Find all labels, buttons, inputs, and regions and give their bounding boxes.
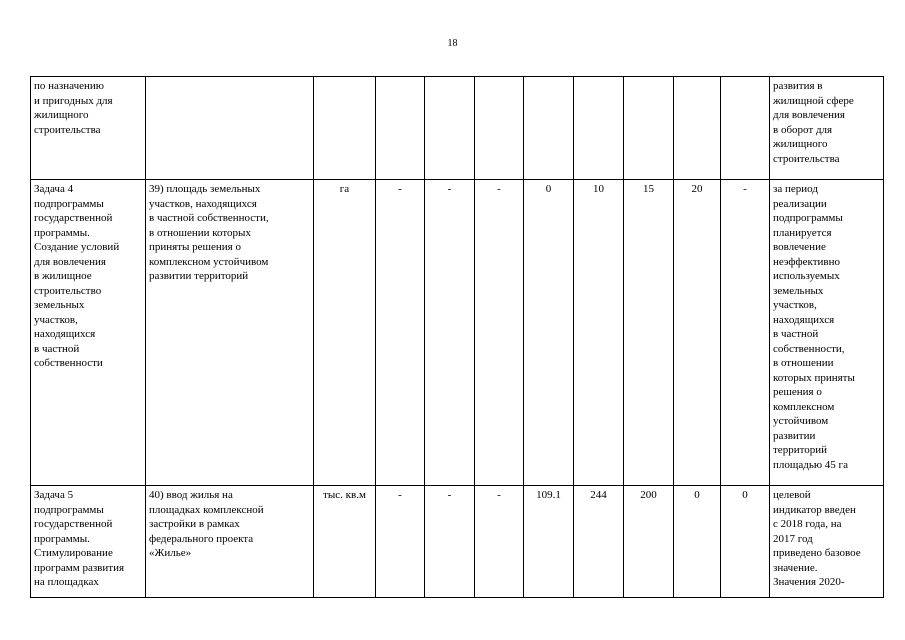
value-cell: 200 [624, 486, 674, 598]
note-cell-line: в отношении [773, 357, 834, 369]
value-cell: - [376, 486, 425, 598]
note-cell-line: используемых [773, 270, 840, 282]
note-cell-line: строительства [773, 152, 840, 165]
value-cell: - [376, 180, 425, 486]
note-cell-line: земельных [773, 284, 824, 297]
note-cell-line: комплексном [773, 400, 835, 413]
note-cell-line: значение. [773, 561, 818, 574]
task-cell-line: государственной [34, 518, 113, 530]
note-cell [770, 486, 884, 598]
table-row [31, 180, 884, 486]
value-cell: - [425, 486, 475, 598]
table-row [31, 486, 884, 598]
value-cell: - [721, 180, 770, 486]
task-cell-line: и пригодных для [34, 94, 113, 107]
indicator-cell [146, 77, 314, 180]
task-cell-line: участков, [34, 313, 78, 326]
note-cell-line: с 2018 года, на [773, 518, 842, 530]
note-cell-line: развития в [773, 80, 823, 92]
note-cell-line: жилищной сфере [773, 94, 854, 107]
note-cell-line: Значения 2020- [773, 576, 845, 588]
indicator-cell-line: застройки в рамках [149, 518, 240, 530]
task-cell-line: в частной [34, 342, 80, 355]
task-cell [31, 180, 146, 486]
value-cell [376, 77, 425, 180]
task-cell-line: подпрограммы [34, 197, 104, 210]
indicator-cell-line: в отношении которых [149, 226, 251, 239]
task-cell-line: программы. [34, 226, 90, 239]
task-cell-line: на площадках [34, 576, 99, 588]
indicator-cell-line: комплексном устойчивом [149, 255, 269, 268]
table-row [31, 77, 884, 180]
note-cell-line: в частной [773, 328, 819, 340]
note-cell-line: находящихся [773, 313, 835, 326]
value-cell: 244 [574, 486, 624, 598]
task-cell-line: программ развития [34, 561, 125, 574]
value-cell [574, 77, 624, 180]
value-cell: - [425, 180, 475, 486]
note-cell-line: устойчивом [773, 415, 829, 427]
indicator-cell-line: в частной собственности, [149, 212, 269, 224]
note-cell-line: собственности, [773, 342, 845, 355]
value-cell [425, 77, 475, 180]
note-cell-line: для вовлечения [773, 109, 845, 121]
value-cell: - [475, 180, 524, 486]
value-cell: 10 [574, 180, 624, 486]
task-cell-line: по назначению [34, 80, 104, 92]
note-cell-line: реализации [773, 197, 827, 210]
value-cell [475, 77, 524, 180]
indicator-cell-line: площадках комплексной [149, 503, 264, 516]
task-cell [31, 77, 146, 180]
task-cell-line: земельных [34, 299, 85, 311]
indicators-table [30, 76, 884, 598]
task-cell-line: жилищного [34, 109, 89, 121]
note-cell [770, 180, 884, 486]
task-cell-line: строительства [34, 123, 101, 136]
indicator-cell-line: «Жилье» [149, 547, 192, 559]
note-cell-line: 2017 год [773, 532, 813, 545]
task-cell-line: строительство [34, 284, 102, 297]
note-cell-line: площадью 45 га [773, 458, 848, 471]
value-cell [721, 77, 770, 180]
task-cell-line: Задача 4 [34, 183, 74, 195]
value-cell [674, 77, 721, 180]
task-cell-line: Стимулирование [34, 547, 113, 559]
value-cell: - [475, 486, 524, 598]
task-cell-line: программы. [34, 532, 90, 545]
unit-cell: га [314, 180, 376, 486]
indicator-cell-line: развитии территорий [149, 270, 249, 282]
note-cell-line: жилищного [773, 138, 828, 150]
note-cell-line: планируется [773, 226, 832, 239]
note-cell-line: подпрограммы [773, 212, 843, 224]
value-cell: 109.1 [524, 486, 574, 598]
note-cell-line: неэффективно [773, 255, 840, 268]
unit-cell: тыс. кв.м [314, 486, 376, 598]
note-cell-line: в оборот для [773, 123, 833, 136]
value-cell: 0 [524, 180, 574, 486]
value-cell: 20 [674, 180, 721, 486]
indicator-cell-line: 39) площадь земельных [149, 183, 261, 195]
task-cell-line: Создание условий [34, 241, 120, 253]
indicator-cell-line: федерального проекта [149, 532, 254, 545]
task-cell-line: собственности [34, 357, 103, 369]
note-cell-line: территорий [773, 444, 828, 456]
indicator-cell-line: участков, находящихся [149, 197, 257, 210]
task-cell-line: в жилищное [34, 270, 92, 282]
task-cell [31, 486, 146, 598]
indicator-cell-line: приняты решения о [149, 241, 241, 253]
note-cell-line: целевой [773, 489, 811, 501]
value-cell: 0 [674, 486, 721, 598]
task-cell-line: государственной [34, 212, 113, 224]
page-number: 18 [447, 38, 458, 49]
value-cell [624, 77, 674, 180]
unit-cell [314, 77, 376, 180]
note-cell-line: которых приняты [773, 371, 855, 384]
indicator-cell [146, 486, 314, 598]
value-cell [524, 77, 574, 180]
indicator-cell [146, 180, 314, 486]
indicator-cell-line: 40) ввод жилья на [149, 489, 233, 501]
note-cell-line: индикатор введен [773, 503, 856, 516]
note-cell-line: за период [773, 183, 818, 195]
note-cell [770, 77, 884, 180]
task-cell-line: для вовлечения [34, 255, 106, 268]
value-cell: 0 [721, 486, 770, 598]
note-cell-line: участков, [773, 299, 817, 311]
task-cell-line: подпрограммы [34, 503, 104, 516]
task-cell-line: Задача 5 [34, 489, 74, 501]
task-cell-line: находящихся [34, 328, 96, 340]
value-cell: 15 [624, 180, 674, 486]
note-cell-line: развитии [773, 429, 816, 442]
note-cell-line: решения о [773, 386, 822, 398]
note-cell-line: приведено базовое [773, 547, 861, 559]
note-cell-line: вовлечение [773, 241, 826, 253]
